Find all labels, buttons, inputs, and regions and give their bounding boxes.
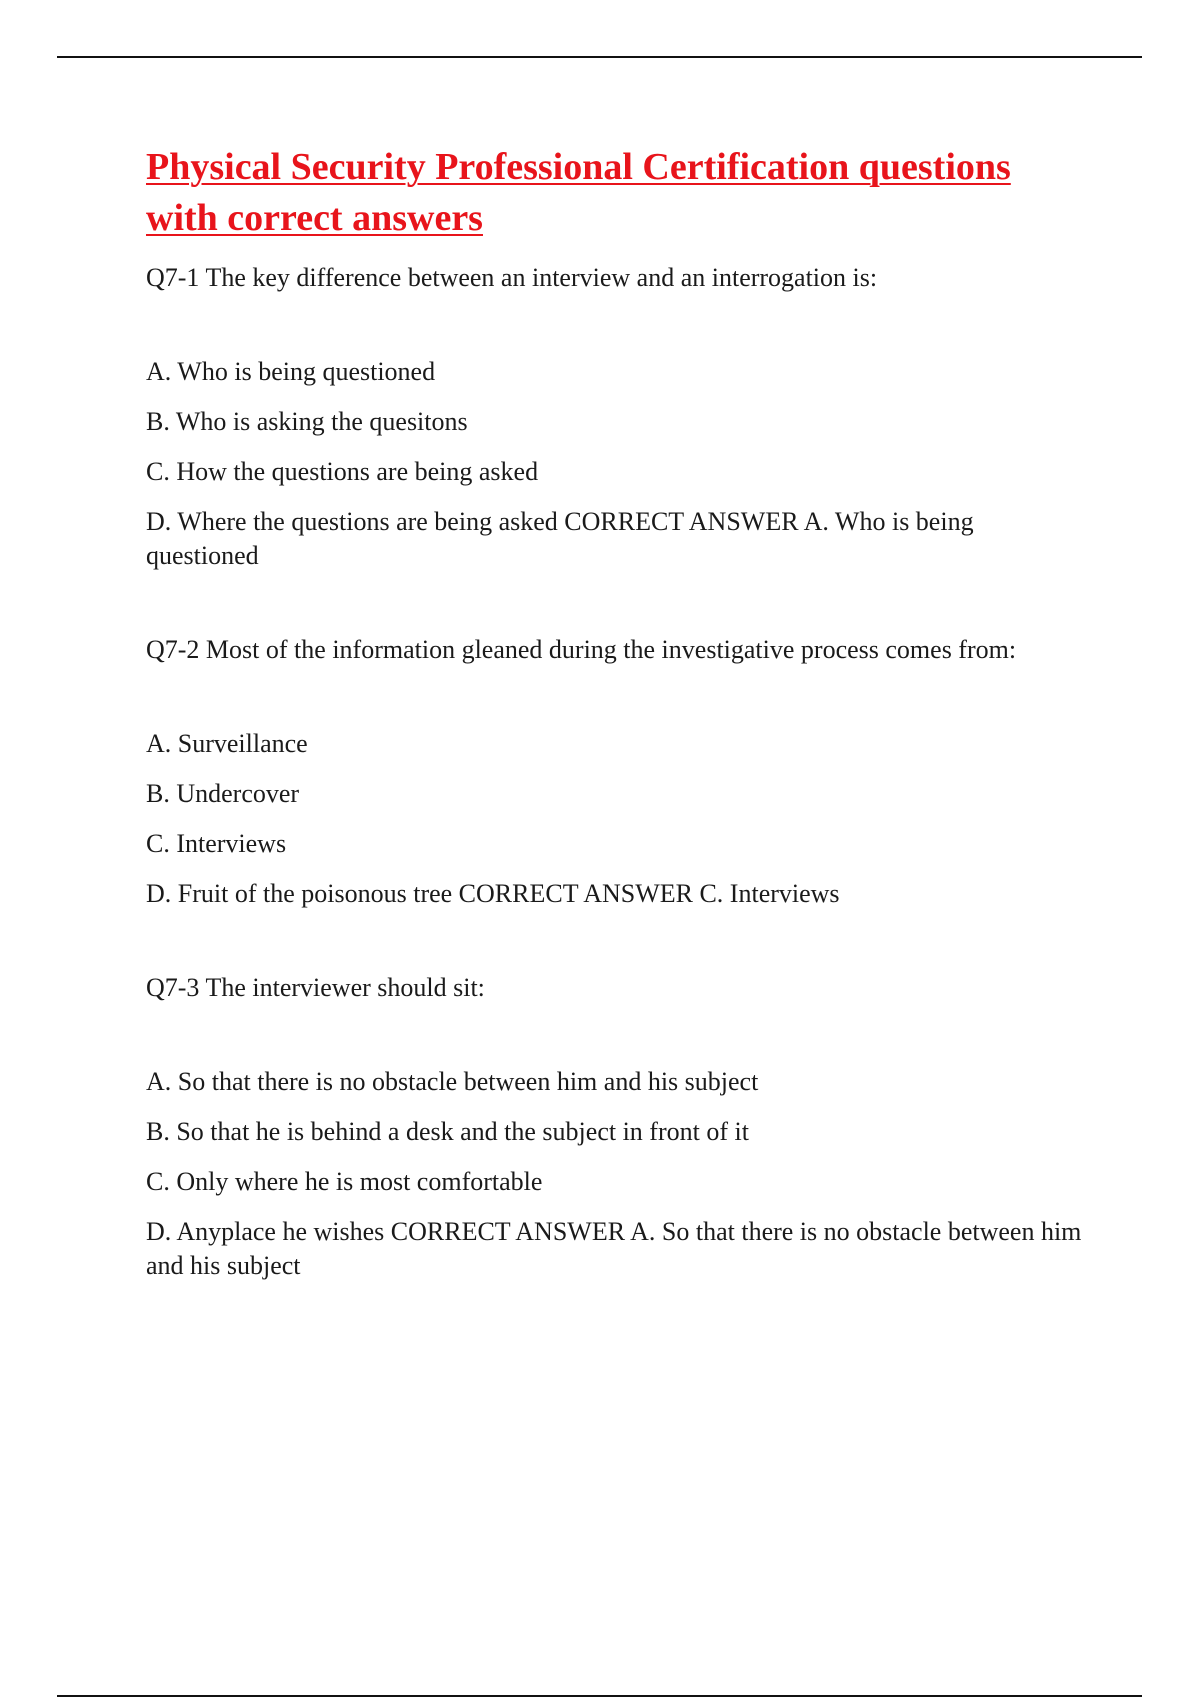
page-footer-rule [57,1695,1142,1697]
question-block [146,971,1086,1283]
question-block [146,261,1086,573]
answer-option: A. So that there is no obstacle between him and his subject [146,1067,759,1096]
answer-option-with-correct-answer: D. Anyplace he wishes CORRECT ANSWER A. So that there is no obstacle between him and his subject [146,1217,1082,1280]
answer-option: C. Only where he is most comfortable [146,1167,543,1196]
page-header-rule [57,56,1142,58]
document-body [146,142,1086,1283]
document-title: Physical Security Professional Certification questions with correct answers [146,146,1011,239]
question-text: Q7-3 The interviewer should sit: [146,973,485,1002]
answer-option: A. Who is being questioned [146,357,436,386]
answer-option-with-correct-answer: D. Fruit of the poisonous tree CORRECT ANSWER C. Interviews [146,879,840,908]
answer-option: B. Who is asking the quesitons [146,407,468,436]
question-text: Q7-2 Most of the information gleaned during the investigative process comes from: [146,635,1017,664]
answer-option: A. Surveillance [146,729,308,758]
answer-option: B. So that he is behind a desk and the subject in front of it [146,1117,749,1146]
answer-option: C. How the questions are being asked [146,457,539,486]
answer-option: B. Undercover [146,779,300,808]
answer-option-with-correct-answer: D. Where the questions are being asked CORRECT ANSWER A. Who is being questioned [146,507,974,570]
answer-option: C. Interviews [146,829,287,858]
question-text: Q7-1 The key difference between an interview and an interrogation is: [146,263,878,292]
question-block [146,633,1086,911]
